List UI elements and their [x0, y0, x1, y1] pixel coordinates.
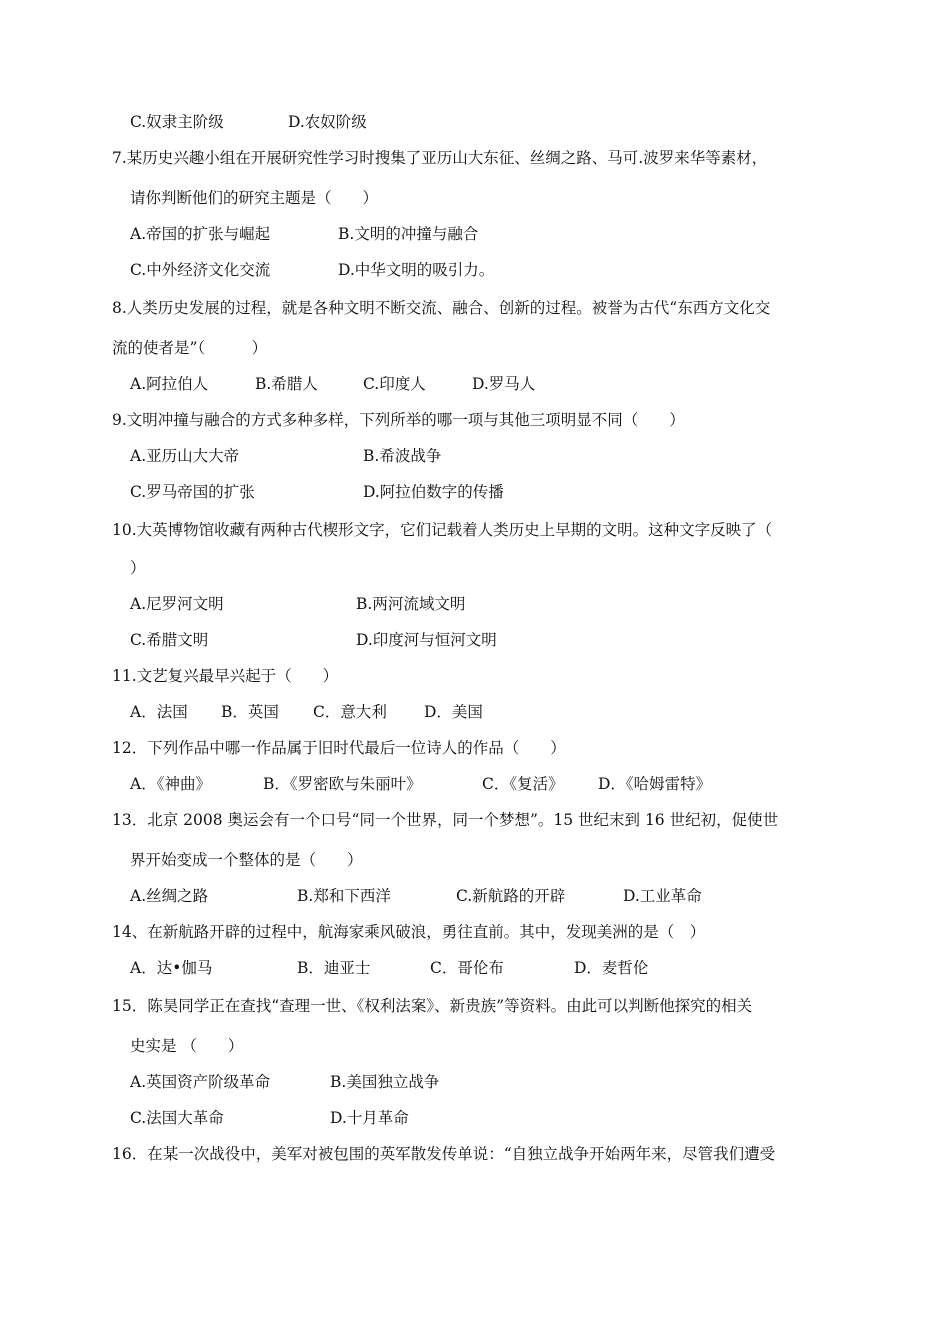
answer-option: D．《哈姆雷特》 — [598, 775, 712, 793]
text-line — [0, 1103, 950, 1133]
answer-option: C.新航路的开辟 — [456, 887, 566, 905]
question-text: 7.某历史兴趣小组在开展研究性学习时搜集了亚历山大东征、丝绸之路、马可.波罗来华等素材， — [112, 149, 768, 167]
answer-option: C.中外经济文化交流 — [130, 261, 271, 279]
text-line — [0, 1067, 950, 1097]
answer-option: A.亚历山大大帝 — [130, 447, 240, 465]
answer-option: A．达•伽马 — [130, 959, 213, 977]
answer-option: D.中华文明的吸引力。 — [338, 261, 495, 279]
answer-option: B.希腊人 — [255, 375, 318, 393]
answer-option: C．意大利 — [313, 703, 387, 721]
answer-option: A.阿拉伯人 — [130, 375, 209, 393]
text-line — [0, 515, 950, 545]
answer-option: C.希腊文明 — [130, 631, 209, 649]
answer-option: A．法国 — [130, 703, 188, 721]
answer-option: B．英国 — [221, 703, 279, 721]
text-line — [0, 805, 950, 835]
question-text: 请你判断他们的研究主题是（ ） — [130, 189, 379, 207]
text-line — [0, 1031, 950, 1061]
text-line — [0, 183, 950, 213]
question-text: 界开始变成一个整体的是（ ） — [130, 851, 363, 869]
answer-option: A.丝绸之路 — [130, 887, 209, 905]
text-line — [0, 255, 950, 285]
question-text: 9.文明冲撞与融合的方式多种多样，下列所举的哪一项与其他三项明显不同（ ） — [112, 411, 685, 429]
answer-option: B.美国独立战争 — [330, 1073, 440, 1091]
text-line — [0, 733, 950, 763]
answer-option: A.尼罗河文明 — [130, 595, 224, 613]
text-line — [0, 661, 950, 691]
question-text: 11.文艺复兴最早兴起于（ ） — [112, 667, 339, 685]
text-line — [0, 553, 950, 583]
question-text: 15．陈昊同学正在查找“查理一世、《权利法案》、新贵族”等资料。由此可以判断他探究的相关 — [112, 997, 753, 1015]
question-text: 14、在新航路开辟的过程中，航海家乘风破浪，勇往直前。其中，发现美洲的是（ ） — [112, 923, 706, 941]
answer-option: A．《神曲》 — [130, 775, 211, 793]
answer-option: C.法国大革命 — [130, 1109, 224, 1127]
question-text: 史实是 （ ） — [130, 1037, 244, 1055]
question-text: 8.人类历史发展的过程，就是各种文明不断交流、融合、创新的过程。被誉为古代“东西方文化交 — [112, 299, 771, 317]
text-line — [0, 107, 950, 137]
text-line — [0, 991, 950, 1021]
question-text: 12．下列作品中哪一作品属于旧时代最后一位诗人的作品（ ） — [112, 739, 566, 757]
answer-option: A.英国资产阶级革命 — [130, 1073, 271, 1091]
text-line — [0, 477, 950, 507]
answer-option: D.十月革命 — [330, 1109, 409, 1127]
answer-option: D.印度河与恒河文明 — [356, 631, 497, 649]
answer-option: D.工业革命 — [623, 887, 702, 905]
answer-option: C.奴隶主阶级 — [130, 113, 224, 131]
text-line — [0, 219, 950, 249]
text-line — [0, 143, 950, 173]
answer-option: B．《罗密欧与朱丽叶》 — [263, 775, 422, 793]
text-line — [0, 697, 950, 727]
text-line — [0, 1139, 950, 1169]
text-line — [0, 589, 950, 619]
answer-option: D.罗马人 — [472, 375, 536, 393]
answer-option: C．哥伦布 — [430, 959, 504, 977]
answer-option: B.两河流域文明 — [356, 595, 466, 613]
answer-option: C．《复活》 — [482, 775, 564, 793]
text-line — [0, 769, 950, 799]
text-line — [0, 917, 950, 947]
answer-option: B.郑和下西洋 — [297, 887, 391, 905]
question-text: ） — [130, 559, 146, 577]
answer-option: D．美国 — [424, 703, 483, 721]
text-line — [0, 953, 950, 983]
answer-option: C.印度人 — [363, 375, 426, 393]
text-line — [0, 293, 950, 323]
question-text: 流的使者是”（ ） — [112, 339, 268, 357]
text-line — [0, 369, 950, 399]
text-line — [0, 845, 950, 875]
question-text: 16．在某一次战役中，美军对被包围的英军散发传单说：“自独立战争开始两年来，尽管我们遭受 — [112, 1145, 776, 1163]
answer-option: A.帝国的扩张与崛起 — [130, 225, 271, 243]
answer-option: D．麦哲伦 — [574, 959, 649, 977]
answer-option: D.阿拉伯数字的传播 — [363, 483, 504, 501]
text-line — [0, 441, 950, 471]
text-line — [0, 881, 950, 911]
text-line — [0, 333, 950, 363]
text-line — [0, 625, 950, 655]
question-text: 13．北京 2008 奥运会有一个口号“同一个世界，同一个梦想”。15 世纪末到 16 世纪初，促使世 — [112, 811, 779, 829]
question-text: 10.大英博物馆收藏有两种古代楔形文字，它们记载着人类历史上早期的文明。这种文字反映了（ — [112, 521, 773, 539]
answer-option: D.农奴阶级 — [288, 113, 367, 131]
answer-option: C.罗马帝国的扩张 — [130, 483, 255, 501]
text-line — [0, 405, 950, 435]
answer-option: B.文明的冲撞与融合 — [338, 225, 479, 243]
answer-option: B.希波战争 — [363, 447, 442, 465]
answer-option: B．迪亚士 — [297, 959, 371, 977]
